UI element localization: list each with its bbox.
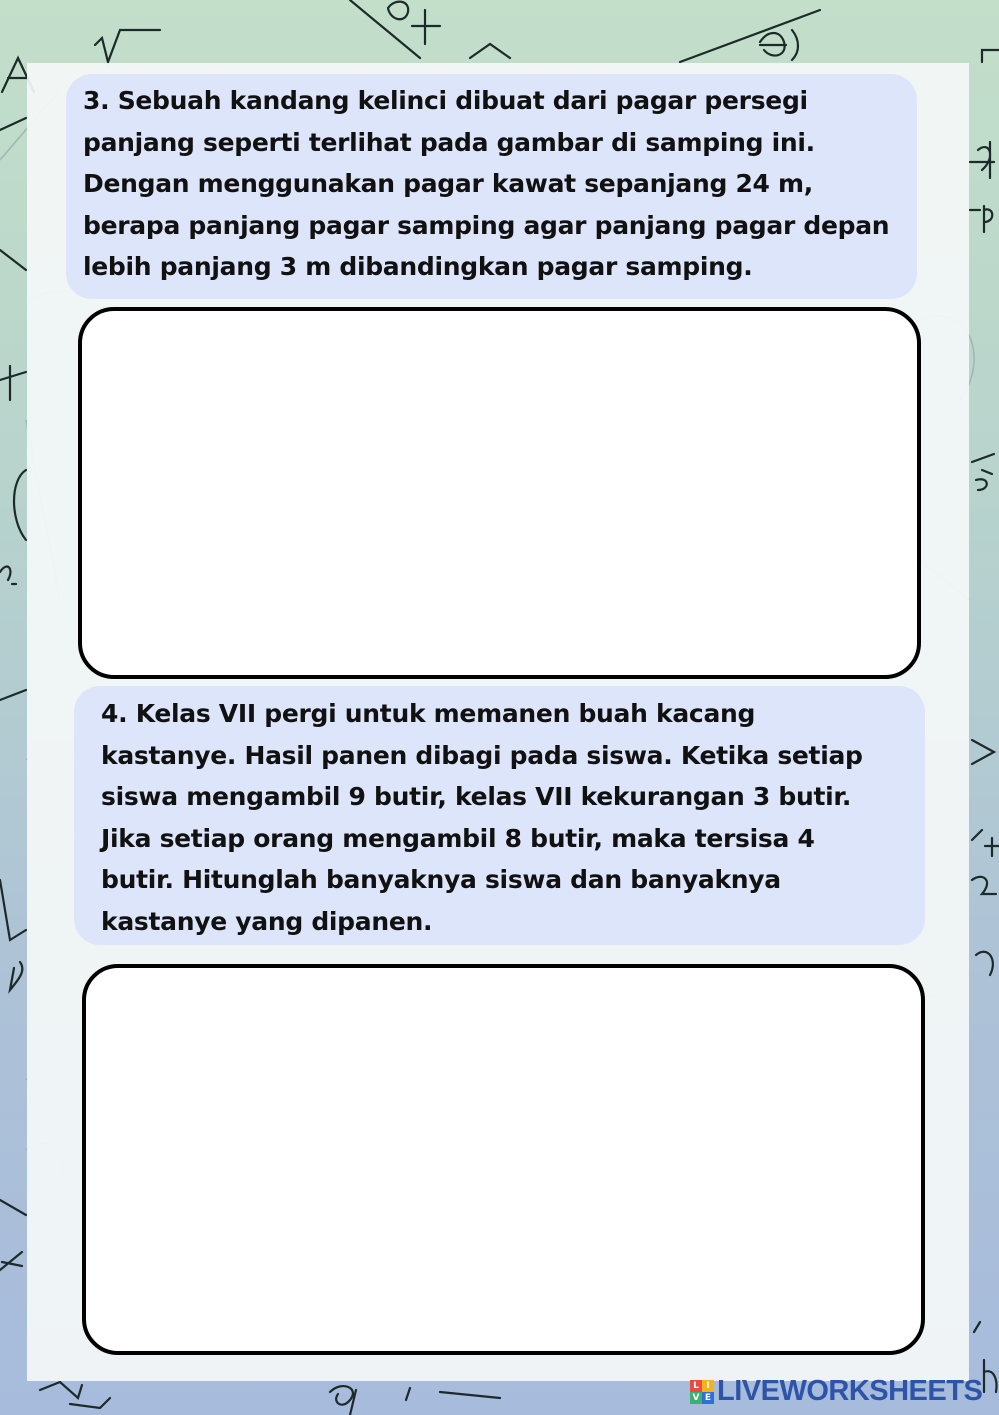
liveworksheets-logo-icon — [690, 1380, 714, 1404]
logo-letter-i: I — [702, 1380, 714, 1392]
question-4-line: 4. Kelas VII pergi untuk memanen buah kacang — [101, 699, 756, 728]
question-4-line: butir. Hitunglah banyaknya siswa dan banyaknya — [101, 865, 781, 894]
logo-letter-l: L — [690, 1380, 702, 1392]
question-3-line: 3. Sebuah kandang kelinci dibuat dari pagar persegi — [83, 86, 808, 115]
question-4-line: Jika setiap orang mengambil 8 butir, maka tersisa 4 — [101, 823, 815, 853]
question-4-text — [74, 686, 925, 945]
question-3-line: panjang seperti terlihat pada gambar di samping ini. — [83, 127, 815, 157]
question-4-answer-box[interactable] — [82, 964, 925, 1355]
question-3-answer-box[interactable] — [78, 307, 921, 679]
question-3-line: Dengan menggunakan pagar kawat sepanjang 24 m, — [83, 169, 813, 198]
logo-letter-v: V — [690, 1392, 702, 1404]
logo-letter-e: E — [702, 1392, 714, 1404]
question-3-line: lebih panjang 3 m dibandingkan pagar samping. — [83, 252, 753, 281]
question-3-line: berapa panjang pagar samping agar panjang pagar depan — [83, 210, 890, 240]
question-4-line: siswa mengambil 9 butir, kelas VII kekurangan 3 butir. — [101, 782, 852, 811]
question-4-line: kastanye. Hasil panen dibagi pada siswa. Ketika setiap — [101, 740, 863, 770]
question-3-text — [66, 74, 917, 299]
brand-name: LIVEWORKSHEETS — [717, 1375, 983, 1407]
question-4-line: kastanye yang dipanen. — [101, 906, 433, 936]
liveworksheets-brand — [690, 1375, 982, 1408]
